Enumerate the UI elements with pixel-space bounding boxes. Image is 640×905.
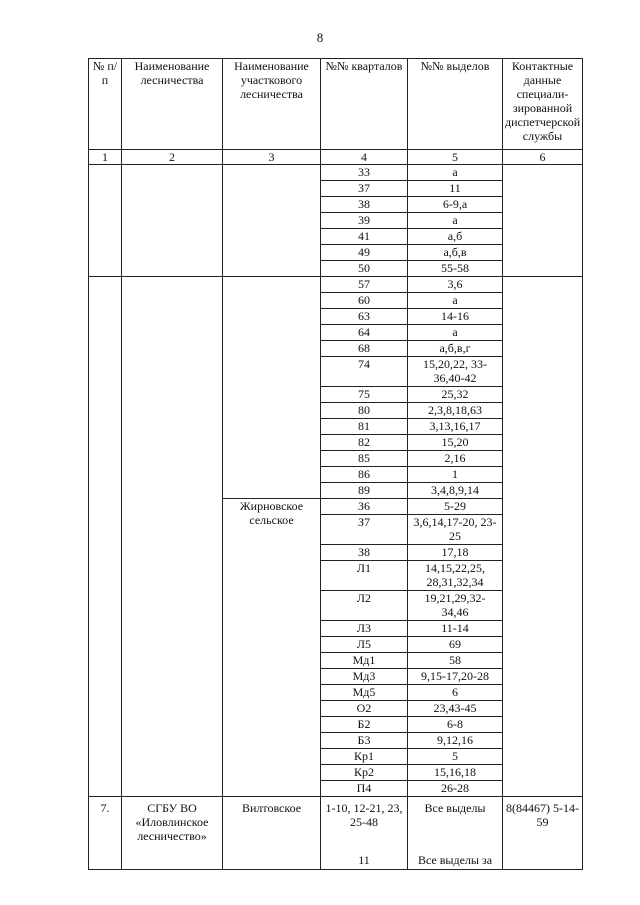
plots-cell: 1 bbox=[408, 467, 503, 483]
plots-cell: 17,18 bbox=[408, 545, 503, 561]
quarter-cell: 82 bbox=[321, 435, 408, 451]
quarter-cell bbox=[321, 797, 408, 870]
quarter-cell: 68 bbox=[321, 341, 408, 357]
plots-cell: 2,3,8,18,63 bbox=[408, 403, 503, 419]
row-number: 7. bbox=[89, 797, 122, 870]
quarter-cell: 89 bbox=[321, 483, 408, 499]
plots-cell: 2,16 bbox=[408, 451, 503, 467]
quarter-cell: 80 bbox=[321, 403, 408, 419]
spacer bbox=[410, 815, 500, 853]
empty-cell bbox=[122, 277, 223, 797]
spacer bbox=[323, 829, 405, 853]
quarter-cell: З7 bbox=[321, 515, 408, 545]
quarter-cell: 37 bbox=[321, 181, 408, 197]
plots-cell: а bbox=[408, 165, 503, 181]
quarter-cell: 75 bbox=[321, 387, 408, 403]
column-number: 2 bbox=[122, 150, 223, 165]
column-number: 4 bbox=[321, 150, 408, 165]
quarter-cell: Кр2 bbox=[321, 765, 408, 781]
plots-cell: 14,15,22,25, 28,31,32,34 bbox=[408, 561, 503, 591]
quarter-cell: Кр1 bbox=[321, 749, 408, 765]
quarter-cell: Л1 bbox=[321, 561, 408, 591]
plots-cell: 23,43-45 bbox=[408, 701, 503, 717]
plots-cell: 3,6 bbox=[408, 277, 503, 293]
empty-cell bbox=[89, 165, 122, 277]
table-body bbox=[89, 165, 583, 870]
quarter-cell: 50 bbox=[321, 261, 408, 277]
quarter-cell: Л2 bbox=[321, 591, 408, 621]
plots-cell: а,б bbox=[408, 229, 503, 245]
header-row bbox=[89, 59, 583, 150]
quarter-cell: Б3 bbox=[321, 733, 408, 749]
plots-cell: 9,12,16 bbox=[408, 733, 503, 749]
quarter-cell: Мд1 bbox=[321, 653, 408, 669]
plots-cell: 26-28 bbox=[408, 781, 503, 797]
plots-cell: 15,16,18 bbox=[408, 765, 503, 781]
plots-cell: а bbox=[408, 213, 503, 229]
plots-cell: 25,32 bbox=[408, 387, 503, 403]
quarter-cell: 39 bbox=[321, 213, 408, 229]
forestry-table bbox=[88, 58, 583, 870]
header-cell: Контактные данные специали-зированной диспетчерской службы bbox=[503, 59, 583, 150]
header-cell: № п/п bbox=[89, 59, 122, 150]
header-cell: №№ выделов bbox=[408, 59, 503, 150]
plots-cell: 11-14 bbox=[408, 621, 503, 637]
quarter-cell: 64 bbox=[321, 325, 408, 341]
plots-cell: 69 bbox=[408, 637, 503, 653]
quarter-cell: Мд3 bbox=[321, 669, 408, 685]
column-number-row bbox=[89, 150, 583, 165]
plots-cell: 19,21,29,32- 34,46 bbox=[408, 591, 503, 621]
quarter-cell: Л5 bbox=[321, 637, 408, 653]
quarter-range: 1-10, 12-21, 23, 25-48 bbox=[325, 801, 403, 829]
quarter-cell: О2 bbox=[321, 701, 408, 717]
plots-cell: 5-29 bbox=[408, 499, 503, 515]
empty-cell bbox=[223, 277, 321, 499]
quarter-cell: 38 bbox=[321, 197, 408, 213]
empty-cell bbox=[122, 165, 223, 277]
plots-cell: 6-8 bbox=[408, 717, 503, 733]
column-number: 3 bbox=[223, 150, 321, 165]
empty-cell bbox=[503, 165, 583, 277]
plots-cell: 3,13,16,17 bbox=[408, 419, 503, 435]
quarter-cell: 60 bbox=[321, 293, 408, 309]
forestry-name: СГБУ ВО «Иловлинское лесничество» bbox=[122, 797, 223, 870]
plots-all: Все выделы bbox=[424, 801, 486, 815]
empty-cell bbox=[223, 165, 321, 277]
column-number: 6 bbox=[503, 150, 583, 165]
plots-cell: а bbox=[408, 325, 503, 341]
quarter-cell: 81 bbox=[321, 419, 408, 435]
plots-cell: 9,15-17,20-28 bbox=[408, 669, 503, 685]
table-row bbox=[89, 797, 583, 870]
district-cell: Вилтовское bbox=[223, 797, 321, 870]
quarter-cell: Б2 bbox=[321, 717, 408, 733]
plots-all-partial: Все выделы за bbox=[417, 853, 493, 867]
quarter-cell: Мд5 bbox=[321, 685, 408, 701]
table-row bbox=[89, 277, 583, 293]
quarter-cell: 57 bbox=[321, 277, 408, 293]
plots-cell: 58 bbox=[408, 653, 503, 669]
plots-cell: а bbox=[408, 293, 503, 309]
header-cell: Наименование участкового лесничества bbox=[223, 59, 321, 150]
quarter-cell: Л3 bbox=[321, 621, 408, 637]
quarter-cell: З8 bbox=[321, 545, 408, 561]
page-number: 8 bbox=[316, 30, 324, 45]
quarter-cell: 85 bbox=[321, 451, 408, 467]
quarter-cell: 63 bbox=[321, 309, 408, 325]
plots-cell: 3,6,14,17-20, 23-25 bbox=[408, 515, 503, 545]
column-number: 5 bbox=[408, 150, 503, 165]
quarter-cell: 33 bbox=[321, 165, 408, 181]
district-cell: Жирновское сельское bbox=[223, 499, 321, 797]
quarter-single: 11 bbox=[358, 853, 370, 867]
plots-cell: а,б,в bbox=[408, 245, 503, 261]
empty-cell bbox=[89, 277, 122, 797]
header-cell: №№ кварталов bbox=[321, 59, 408, 150]
plots-cell: 15,20,22, 33-36,40-42 bbox=[408, 357, 503, 387]
header-cell: Наименование лесничества bbox=[122, 59, 223, 150]
quarter-cell: П4 bbox=[321, 781, 408, 797]
quarter-cell: З6 bbox=[321, 499, 408, 515]
plots-cell: 6 bbox=[408, 685, 503, 701]
plots-cell: 14-16 bbox=[408, 309, 503, 325]
column-number: 1 bbox=[89, 150, 122, 165]
table-row bbox=[89, 165, 583, 181]
quarter-cell: 49 bbox=[321, 245, 408, 261]
plots-cell: 11 bbox=[408, 181, 503, 197]
plots-cell: 6-9,а bbox=[408, 197, 503, 213]
empty-cell bbox=[503, 277, 583, 797]
plots-cell: а,б,в,г bbox=[408, 341, 503, 357]
plots-cell: 55-58 bbox=[408, 261, 503, 277]
quarter-cell: 41 bbox=[321, 229, 408, 245]
plots-cell bbox=[408, 797, 503, 870]
plots-cell: 5 bbox=[408, 749, 503, 765]
contact-cell: 8(84467) 5-14-59 bbox=[503, 797, 583, 870]
quarter-cell: 86 bbox=[321, 467, 408, 483]
plots-cell: 3,4,8,9,14 bbox=[408, 483, 503, 499]
quarter-cell: 74 bbox=[321, 357, 408, 387]
plots-cell: 15,20 bbox=[408, 435, 503, 451]
